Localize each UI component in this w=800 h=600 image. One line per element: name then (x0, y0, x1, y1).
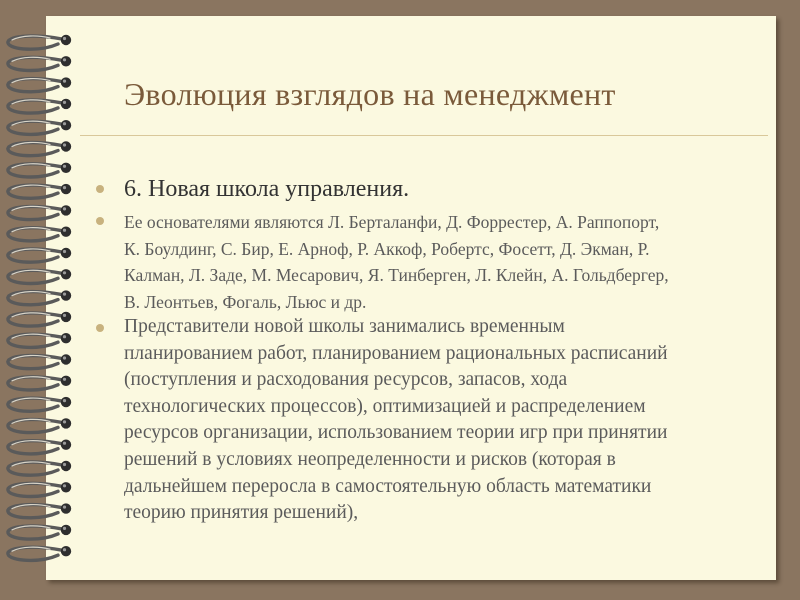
founders-paragraph (124, 209, 669, 315)
paragraph-line: решений в условиях неопределенности и рисков (которая в (124, 448, 616, 470)
binding-ring-icon (8, 503, 71, 517)
title-divider (80, 135, 768, 136)
paragraph-line: Представители новой школы занимались временным (124, 316, 565, 337)
binding-ring-icon (8, 397, 71, 411)
bullet-dot-icon (96, 324, 104, 332)
section-heading: 6. Новая школа управления. (124, 176, 410, 202)
binding-ring-icon (8, 333, 71, 347)
binding-ring-icon (8, 77, 71, 91)
binding-ring-icon (8, 248, 71, 262)
binding-ring-icon (8, 525, 71, 539)
paragraph-line: В. Леонтьев, Фогаль, Льюс и др. (124, 291, 367, 312)
paragraph-line: ресурсов организации, использованием теории игр при принятии (124, 422, 668, 444)
spiral-binding-icon (0, 0, 90, 600)
binding-ring-icon (8, 312, 71, 326)
paragraph-line: теорию принятия решений), (124, 502, 359, 524)
binding-ring-icon (8, 205, 71, 219)
binding-ring-icon (8, 99, 71, 113)
paragraph-line: технологических процессов), оптимизацией и распределением (124, 395, 646, 417)
slide-title: Эволюция взглядов на менеджмент (124, 76, 616, 112)
binding-ring-icon (8, 354, 71, 368)
binding-ring-icon (8, 35, 71, 49)
representatives-paragraph (124, 314, 668, 527)
paragraph-line: (поступления и расходования ресурсов, запасов, хода (124, 369, 568, 391)
paragraph-line: дальнейшем переросла в самостоятельную область математики (124, 475, 652, 497)
paragraph-line: К. Боулдинг, С. Бир, Е. Арноф, Р. Аккоф, Робертс, Фосетт, Д. Экман, Р. (124, 238, 650, 259)
binding-ring-icon (8, 163, 71, 177)
binding-ring-icon (8, 461, 71, 475)
binding-ring-icon (8, 269, 71, 283)
binding-ring-icon (8, 184, 71, 198)
binding-ring-icon (8, 418, 71, 432)
binding-ring-icon (8, 290, 71, 304)
bullet-dot-icon (96, 217, 104, 225)
binding-ring-icon (8, 120, 71, 134)
binding-ring-icon (8, 482, 71, 496)
binding-ring-icon (8, 376, 71, 390)
paragraph-line: планированием работ, планированием рациональных расписаний (124, 342, 668, 364)
binding-ring-icon (8, 546, 71, 560)
paragraph-line: Ее основателями являются Л. Берталанфи, Д. Форрестер, А. Раппопорт, (124, 212, 660, 232)
bullet-dot-icon (96, 185, 104, 193)
binding-ring-icon (8, 227, 71, 241)
paragraph-line: Калман, Л. Заде, М. Месарович, Я. Тинберген, Л. Клейн, А. Гольдбергер, (124, 265, 669, 285)
binding-ring-icon (8, 56, 71, 70)
binding-ring-icon (8, 440, 71, 454)
binding-ring-icon (8, 141, 71, 155)
